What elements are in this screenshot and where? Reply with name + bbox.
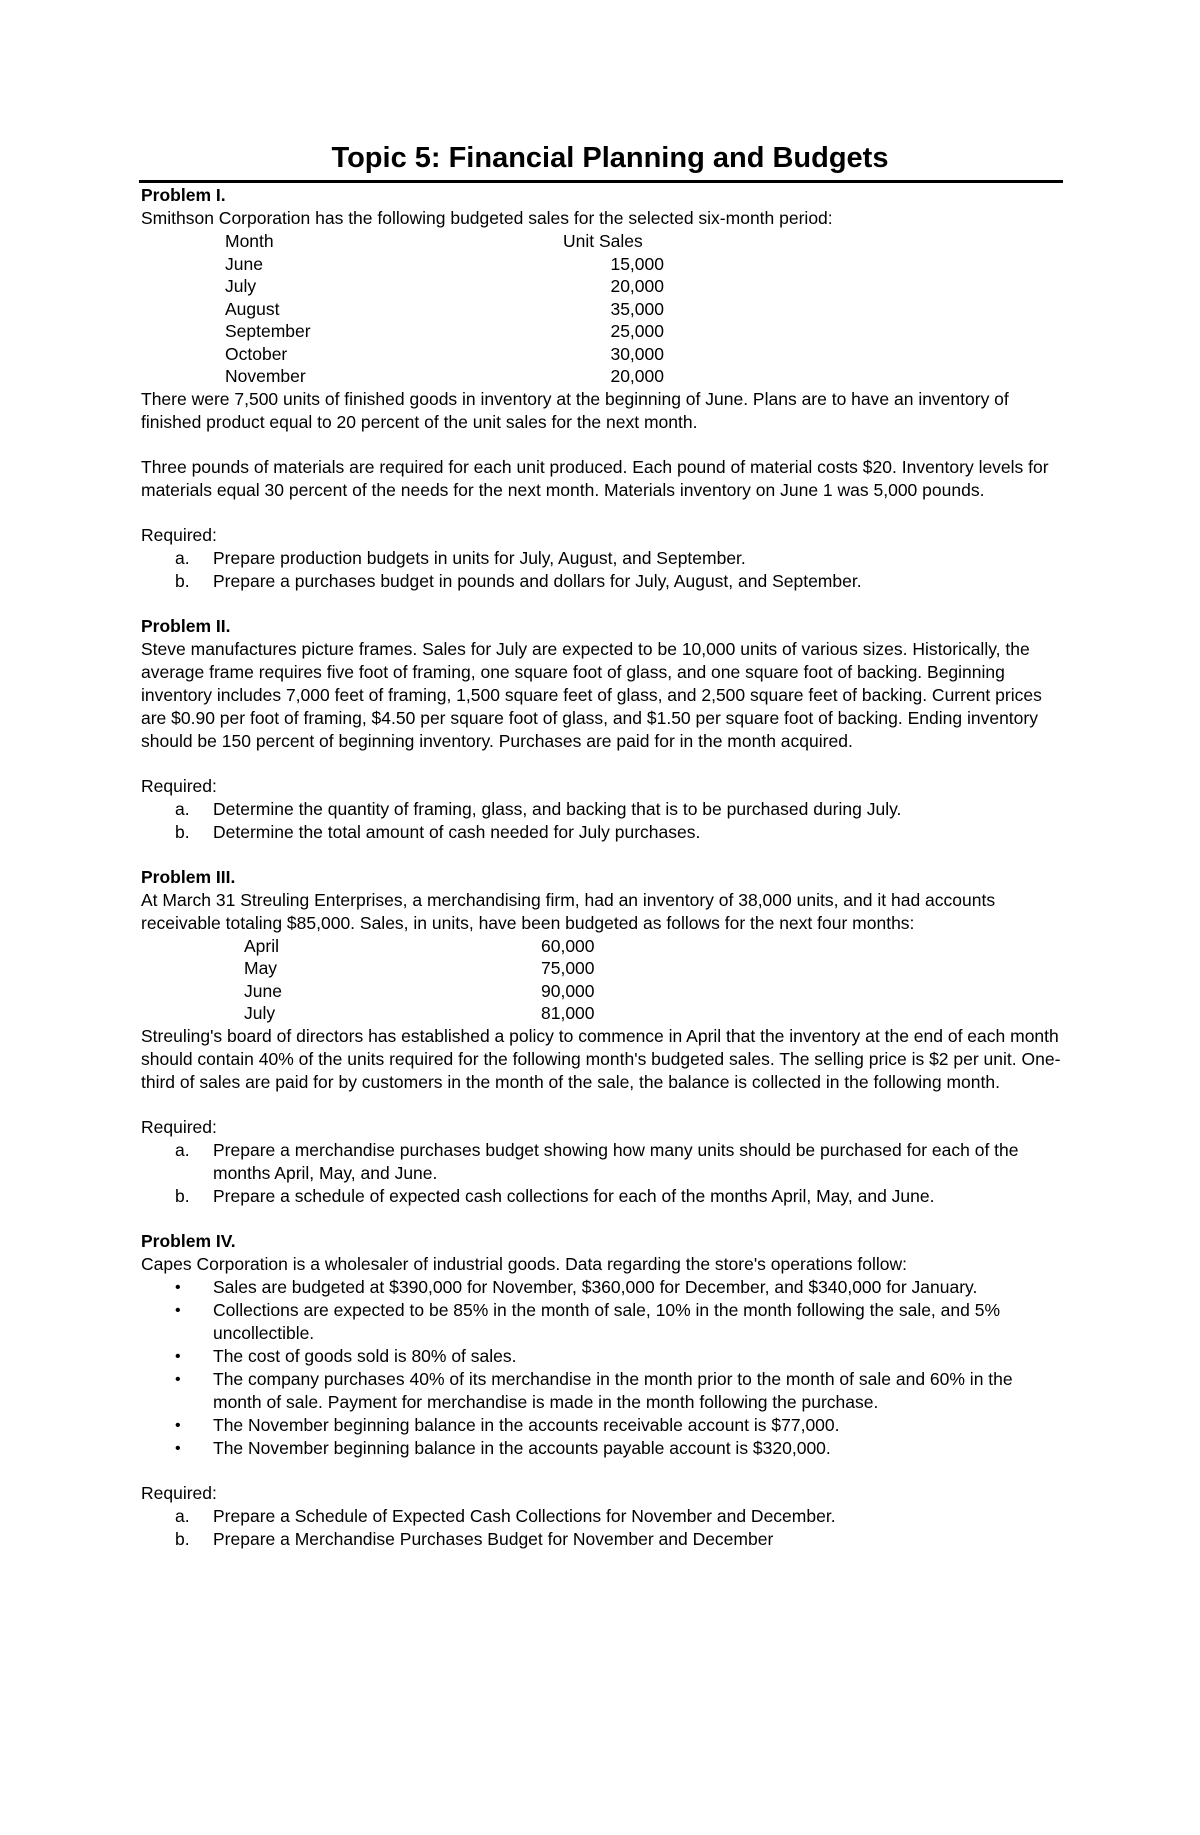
item-text: Prepare a Schedule of Expected Cash Collections for November and December. [213,1505,836,1526]
table-row [141,343,1061,366]
problem-3 [141,866,1061,1208]
list-item [141,821,1061,844]
bullet-icon: • [175,1439,181,1457]
item-letter: a. [175,1505,190,1526]
item-text: Determine the total amount of cash needed for July purchases. [213,821,701,842]
problem-2-paragraph: Steve manufactures picture frames. Sales for July are expected to be 10,000 units of various sizes. Historically, the average frame requires five foot of framing, one square foot of glass, and one square foot of backing. Beginning inventory includes 7,000 feet of framing, 1,500 square feet of glass, and 2,500 square feet of backing. Current prices are $0.90 per foot of framing, $4.50 per square foot of glass, and $1.50 per square foot of backing. Ending inventory should be 150 percent of beginning inventory. Purchases are paid for in the month acquired. [141,638,1042,751]
unit-sales-cell: 81,000 [541,1003,595,1023]
unit-sales-table [141,935,1061,1025]
item-letter: b. [175,1528,190,1549]
list-item [141,1185,1061,1208]
problem-3-paragraph: Streuling's board of directors has established a policy to commence in April that the inventory at the end of each month should contain 40% of the units required for the following month's budgeted sales. The selling price is $2 per unit. One-third of sales are paid for by customers in the month of the sale, the balance is collected in the following month. [141,1025,1061,1092]
month-cell: September [225,321,311,341]
list-item [141,1139,1061,1185]
bullet-icon: • [175,1301,181,1319]
list-item [141,1368,1061,1414]
problem-1 [141,184,1061,593]
list-item [141,1505,1061,1528]
unit-sales-cell: 90,000 [541,980,595,1001]
unit-sales-cell: 20,000 [610,276,664,296]
unit-sales-cell: 35,000 [610,298,664,319]
item-text: Prepare production budgets in units for July, August, and September. [213,547,746,568]
list-item [141,798,1061,821]
item-text: The November beginning balance in the accounts receivable account is $77,000. [213,1414,840,1435]
item-letter: a. [175,547,190,568]
item-text: Determine the quantity of framing, glass, and backing that is to be purchased during July. [213,798,902,819]
requirements-list [141,1139,1061,1208]
list-item [141,570,1061,593]
item-text: Prepare a Merchandise Purchases Budget for November and December [213,1528,774,1549]
month-cell: May [244,958,278,978]
item-letter: b. [175,1185,190,1206]
problem-4 [141,1230,1061,1551]
item-text: Prepare a schedule of expected cash collections for each of the months April, May, and June. [213,1185,935,1206]
item-letter: b. [175,570,190,591]
month-cell: April [244,935,280,956]
document-page [141,140,1061,1551]
bullet-icon: • [175,1347,181,1365]
problem-1-paragraph: There were 7,500 units of finished goods in inventory at the beginning of June. Plans are to have an inventory of finished product equal to 20 percent of the unit sales for the next month. [141,388,1009,432]
required-label: Required: [141,1116,217,1137]
item-letter: a. [175,798,190,819]
list-item [141,1345,1061,1368]
month-cell: November [225,366,306,386]
problem-3-intro: At March 31 Streuling Enterprises, a merchandising firm, had an inventory of 38,000 units, and it had accounts receivable totaling $85,000. Sales, in units, have been budgeted as follows for the next four months: [141,889,996,933]
list-item [141,1414,1061,1437]
problem-1-intro: Smithson Corporation has the following budgeted sales for the selected six-month period: [141,208,833,228]
requirements-list [141,798,1061,844]
required-label: Required: [141,524,217,545]
sales-table-header [141,230,1061,253]
list-item [141,1528,1061,1551]
unit-sales-column-header: Unit Sales [563,231,643,251]
problem-4-intro: Capes Corporation is a wholesaler of industrial goods. Data regarding the store's operations follow: [141,1253,907,1274]
problem-3-heading: Problem III. [141,866,236,887]
table-row [141,253,1061,276]
page-title: Topic 5: Financial Planning and Budgets [331,142,889,174]
list-item [141,1276,1061,1299]
item-text: The company purchases 40% of its merchandise in the month prior to the month of sale and 60% in the month of sale. Payment for merchandise is made in the month following the purchase. [213,1368,1013,1412]
item-text: The November beginning balance in the accounts payable account is $320,000. [213,1437,831,1458]
problem-2 [141,615,1061,844]
table-row [141,980,1061,1003]
month-cell: October [225,343,288,364]
month-cell: June [244,980,282,1001]
table-row [141,935,1061,958]
required-label: Required: [141,1482,217,1503]
table-row [141,298,1061,321]
table-row [141,1002,1061,1025]
operations-bullet-list [141,1276,1061,1460]
list-item [141,1299,1061,1345]
problem-1-heading: Problem I. [141,185,226,205]
table-row [141,365,1061,388]
unit-sales-cell: 75,000 [541,958,595,978]
item-text: Collections are expected to be 85% in the month of sale, 10% in the month following the sale, and 5% uncollectible. [213,1299,1001,1343]
month-cell: August [225,298,280,319]
problem-1-paragraph: Three pounds of materials are required for each unit produced. Each pound of material costs $20. Inventory levels for materials equal 30 percent of the needs for the next month. Materials inventory on June 1 was 5,000 pounds. [141,456,1049,500]
list-item [141,547,1061,570]
month-cell: July [225,276,257,296]
requirements-list [141,547,1061,593]
problem-4-heading: Problem IV. [141,1230,236,1251]
required-label: Required: [141,775,217,796]
bullet-icon: • [175,1278,181,1296]
item-text: The cost of goods sold is 80% of sales. [213,1345,517,1366]
item-text: Prepare a merchandise purchases budget showing how many units should be purchased for each of the months April, May, and June. [213,1139,1019,1183]
title-rule [139,180,1063,183]
bullet-icon: • [175,1416,181,1434]
table-row [141,320,1061,343]
unit-sales-cell: 60,000 [541,935,595,956]
table-row [141,275,1061,298]
unit-sales-cell: 15,000 [610,253,664,274]
problem-2-heading: Problem II. [141,615,231,636]
bullet-icon: • [175,1370,181,1388]
month-cell: June [225,253,263,274]
unit-sales-cell: 25,000 [610,321,664,341]
item-text: Sales are budgeted at $390,000 for November, $360,000 for December, and $340,000 for January. [213,1276,978,1297]
requirements-list [141,1505,1061,1551]
item-letter: b. [175,821,190,842]
month-cell: July [244,1003,276,1023]
table-row [141,957,1061,980]
item-text: Prepare a purchases budget in pounds and dollars for July, August, and September. [213,570,862,591]
month-column-header: Month [225,231,274,251]
item-letter: a. [175,1139,190,1160]
unit-sales-cell: 20,000 [610,366,664,386]
sales-table [141,230,1061,388]
unit-sales-cell: 30,000 [610,343,664,364]
list-item [141,1437,1061,1460]
